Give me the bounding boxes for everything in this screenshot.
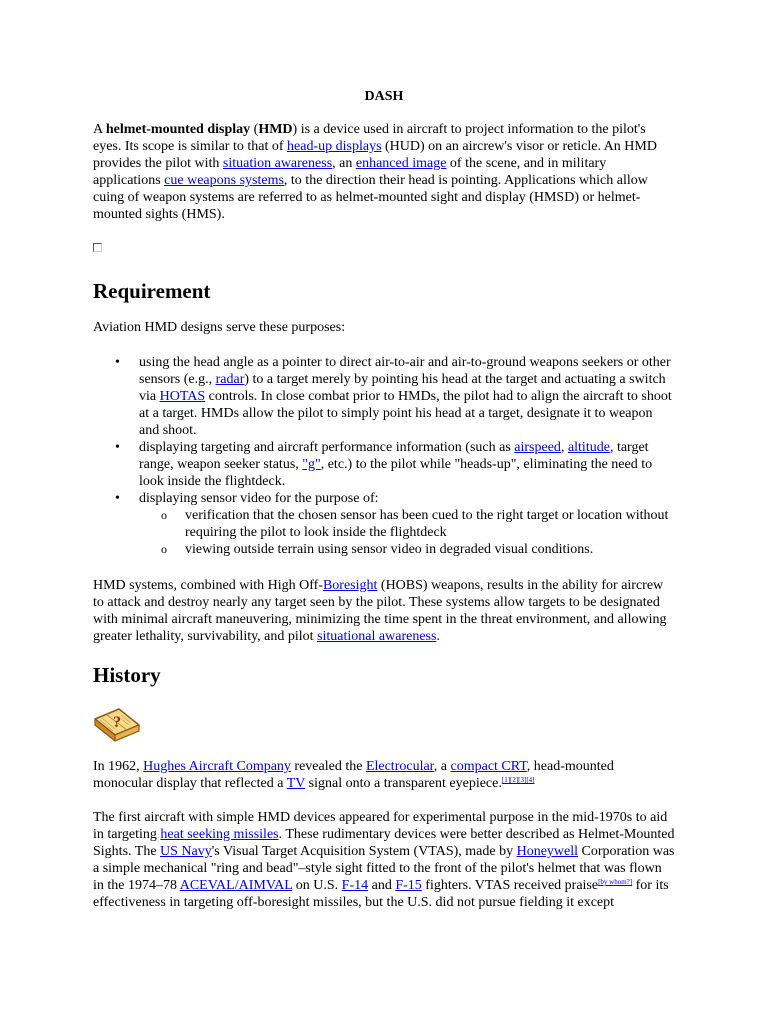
sub-list-item: o verification that the chosen sensor has been cued to the right target or location without requiring the pilot to look inside the flightdeck	[139, 507, 675, 541]
intro-paragraph	[93, 121, 675, 223]
citation-links[interactable]: [1][2][3][4]	[501, 776, 535, 784]
sub-list-item: o viewing outside terrain using sensor video in degraded visual conditions.	[139, 541, 675, 558]
text: Corporation was a simple mechanical "ring and bead"–style sight fitted to the front of the pilot's helmet that was flown in the 1974–78	[93, 844, 675, 893]
text: , etc.) to the pilot while "heads-up", eliminating the need to look inside the flightdeck.	[139, 457, 653, 489]
link-electrocular[interactable]: Electrocular	[365, 759, 434, 774]
link-f-15[interactable]: F-15	[395, 878, 422, 893]
heading-requirement: Requirement	[93, 279, 211, 303]
link-cue-weapons-systems[interactable]: cue weapons systems	[164, 173, 284, 188]
heading-history: History	[93, 663, 161, 687]
link-tv[interactable]: TV	[286, 776, 306, 791]
link-airspeed[interactable]: airspeed	[514, 440, 561, 455]
history-paragraph-1962	[93, 758, 675, 792]
text: for its effectiveness in targeting off-boresight missiles, but the U.S. did not pursue fielding it except	[93, 878, 669, 910]
text: using the head angle as a pointer to direct air-to-air and air-to-ground weapons seekers or other sensors (e.g.,	[139, 355, 671, 387]
text: In 1962,	[93, 759, 144, 774]
link-us-navy[interactable]: US Navy	[160, 844, 212, 859]
history-paragraph-first-aircraft	[93, 809, 675, 911]
text: displaying targeting and aircraft performance information (such as	[139, 440, 515, 455]
text: , to the direction their head is pointing. Applications which allow cuing of weapon systems are referred to as helmet-mounted sight and display (HMSD) or helmet-mounted sights (HMS).	[93, 173, 648, 222]
text: (	[250, 122, 259, 137]
text: and	[368, 878, 396, 893]
link-compact-crt[interactable]: compact CRT	[450, 759, 527, 774]
text: ) is a device used in aircraft to project information to the pilot's eyes. Its scope is similar to that of	[93, 122, 646, 154]
requirement-list	[93, 354, 675, 558]
text: controls. In close combat prior to HMDs, the pilot had to align the aircraft to shoot at a target. HMDs allow the pilot to simply point his head at a target, designate it to weapon and shoot.	[139, 389, 672, 438]
svg-text:?: ?	[113, 714, 121, 731]
bold-term: helmet-mounted display	[105, 122, 251, 137]
text: The first aircraft with simple HMD devices appeared for experimental purpose in the mid-1970s to aid in targeting	[93, 810, 668, 842]
link-hotas[interactable]: HOTAS	[159, 389, 206, 404]
citation-by-whom[interactable]: [by whom?]	[598, 878, 633, 886]
text: .	[436, 629, 440, 644]
list-item	[93, 490, 675, 558]
link-honeywell[interactable]: Honeywell	[516, 844, 579, 859]
text: on U.S.	[292, 878, 342, 893]
link-altitude[interactable]: altitude	[567, 440, 610, 455]
text: (HUD) on an aircrew's visor or reticle. An HMD provides the pilot with	[93, 139, 657, 171]
text: HMD systems, combined with High Off-	[93, 578, 323, 593]
document-title: DASH	[364, 89, 404, 104]
link-boresight[interactable]: Boresight	[322, 578, 378, 593]
link-heat-seeking-missiles[interactable]: heat seeking missiles	[160, 827, 279, 842]
text: revealed the	[290, 759, 366, 774]
text: A	[93, 122, 106, 137]
placeholder-checkbox-icon[interactable]	[93, 243, 102, 252]
text: of the scene, and in military applications	[93, 156, 607, 188]
link-situation-awareness[interactable]: situation awareness	[222, 156, 333, 171]
list-item	[93, 354, 675, 439]
text: ) to a target merely by pointing his head at the target and actuating a switch via	[139, 372, 666, 404]
requirement-lead: Aviation HMD designs serve these purposes:	[93, 320, 346, 335]
link-f-14[interactable]: F-14	[341, 878, 369, 893]
text: 's Visual Target Acquisition System (VTAS), made by	[211, 844, 517, 859]
text: ,	[560, 440, 568, 455]
text: , a	[433, 759, 451, 774]
text: displaying sensor video for the purpose of:	[139, 491, 379, 506]
hobs-paragraph	[93, 577, 675, 645]
text: , head-mounted monocular display that reflected a	[93, 759, 614, 791]
text: fighters. VTAS received praise	[421, 878, 599, 893]
text: . These rudimentary devices were better described as Helmet-Mounted Sights. The	[93, 827, 675, 859]
link-g[interactable]: "g"	[302, 457, 321, 472]
sub-list	[139, 507, 675, 558]
text: (HOBS) weapons, results in the ability for aircrew to attack and destroy nearly any target seen by the pilot. These systems allow targets to be designated with minimal aircraft maneuvering, minimizing the time spent in the threat environment, and allowing greater lethality, survivability, and pilot	[93, 578, 667, 644]
link-head-up-displays[interactable]: head-up displays	[287, 139, 382, 154]
text: , target range, weapon seeker status,	[139, 440, 649, 472]
link-hughes-aircraft-company[interactable]: Hughes Aircraft Company	[143, 759, 291, 774]
link-radar[interactable]: radar	[215, 372, 245, 387]
text: , an	[332, 156, 356, 171]
book-question-icon	[93, 705, 141, 745]
text: signal onto a transparent eyepiece.	[305, 776, 502, 791]
link-aceval-aimval[interactable]: ACEVAL/AIMVAL	[179, 878, 293, 893]
list-item	[93, 439, 675, 490]
link-enhanced-image[interactable]: enhanced image	[355, 156, 447, 171]
bold-abbrev: HMD	[258, 122, 293, 137]
link-situational-awareness[interactable]: situational awareness	[317, 629, 437, 644]
